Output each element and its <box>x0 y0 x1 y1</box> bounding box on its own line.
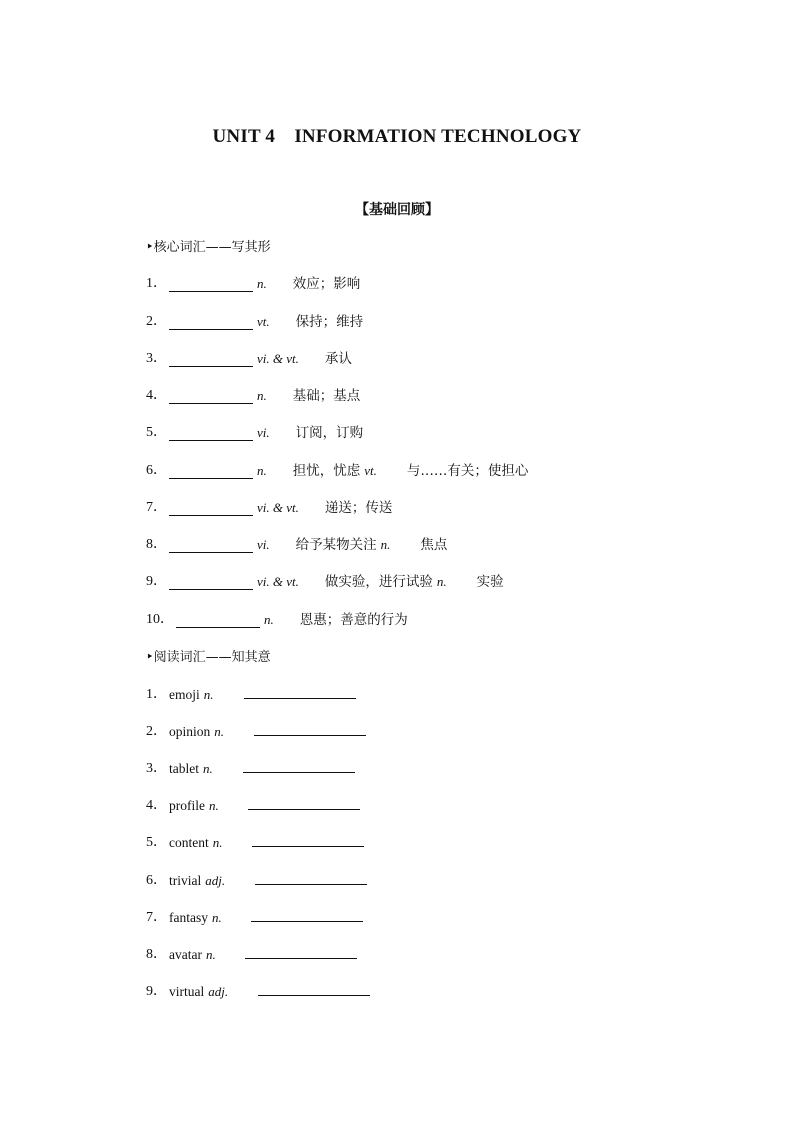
reading-vocab-item <box>146 906 386 926</box>
chinese-meaning: 焦点 <box>420 537 448 553</box>
chinese-meaning: 恩惠；善意的行为 <box>299 612 408 628</box>
core-vocab-item <box>146 459 528 479</box>
chinese-meaning: 基础；基点 <box>292 388 361 404</box>
vocab-word: emoji <box>169 687 200 702</box>
answer-blank[interactable] <box>252 832 364 847</box>
page-title: UNIT 4 INFORMATION TECHNOLOGY <box>212 126 582 147</box>
part-of-speech: n. <box>257 388 267 403</box>
answer-blank[interactable] <box>176 613 260 628</box>
reading-vocab-item <box>146 720 386 740</box>
part-of-speech: n. <box>436 574 447 589</box>
chinese-meaning: 给予某物关注 <box>295 537 377 553</box>
item-number: 7． <box>146 910 167 925</box>
item-number: 8． <box>146 947 167 962</box>
answer-blank[interactable] <box>248 795 360 810</box>
vocab-word: avatar <box>169 947 202 962</box>
item-number: 9． <box>146 574 167 589</box>
item-number: 1． <box>146 276 167 291</box>
part-of-speech: n. <box>380 537 391 552</box>
chinese-meaning: 保持；维持 <box>295 314 364 330</box>
item-number: 2． <box>146 314 167 329</box>
answer-blank[interactable] <box>245 944 357 959</box>
part-of-speech: vt. <box>364 463 377 478</box>
core-vocab-item <box>146 421 363 441</box>
chinese-meaning: 做实验，进行试验 <box>324 574 433 590</box>
core-vocab-item <box>146 347 352 367</box>
answer-blank[interactable] <box>258 981 370 996</box>
item-number: 4． <box>146 798 167 813</box>
part-of-speech: n. <box>257 276 267 291</box>
chinese-meaning: 承认 <box>324 351 352 367</box>
vocab-word: virtual <box>169 984 205 999</box>
part-of-speech: vt. <box>257 314 270 329</box>
chinese-meaning: 订阅，订购 <box>295 425 364 441</box>
part-of-speech: n. <box>214 724 225 739</box>
item-number: 3． <box>146 351 167 366</box>
chinese-meaning: 实验 <box>476 574 504 590</box>
part-of-speech: n. <box>212 835 223 850</box>
section-heading-reading-vocab: ‣阅读词汇——知其意 <box>146 650 271 665</box>
item-number: 5． <box>146 835 167 850</box>
part-of-speech: n. <box>211 910 222 925</box>
part-of-speech: adj. <box>205 873 226 888</box>
part-of-speech: vi. & vt. <box>257 351 299 366</box>
part-of-speech: vi. & vt. <box>257 574 299 589</box>
vocab-word: tablet <box>169 761 199 776</box>
item-number: 8． <box>146 537 167 552</box>
core-vocab-item <box>146 310 363 330</box>
part-of-speech: vi. & vt. <box>257 500 299 515</box>
answer-blank[interactable] <box>169 426 253 441</box>
answer-blank[interactable] <box>255 870 367 885</box>
vocab-word: fantasy <box>169 910 208 925</box>
core-vocab-item <box>146 608 408 628</box>
item-number: 2． <box>146 724 167 739</box>
core-vocab-item <box>146 570 504 590</box>
core-vocab-item <box>146 384 360 404</box>
part-of-speech: n. <box>205 947 216 962</box>
vocab-word: trivial <box>169 873 202 888</box>
answer-blank[interactable] <box>254 721 366 736</box>
chinese-meaning: 效应；影响 <box>292 276 361 292</box>
chinese-meaning: 与……有关；使担心 <box>406 463 529 479</box>
answer-blank[interactable] <box>251 907 363 922</box>
chinese-meaning: 担忧，忧虑 <box>292 463 361 479</box>
answer-blank[interactable] <box>169 277 253 292</box>
answer-blank[interactable] <box>169 501 253 516</box>
part-of-speech: vi. <box>257 537 270 552</box>
part-of-speech: n. <box>203 761 213 776</box>
item-number: 3． <box>146 761 167 776</box>
part-of-speech: adj. <box>208 984 229 999</box>
answer-blank[interactable] <box>244 684 356 699</box>
core-vocab-item <box>146 496 392 516</box>
reading-vocab-item <box>146 757 386 777</box>
chinese-meaning: 递送；传送 <box>324 500 393 516</box>
part-of-speech: n. <box>257 463 267 478</box>
part-of-speech: n. <box>209 798 219 813</box>
answer-blank[interactable] <box>243 758 355 773</box>
answer-blank[interactable] <box>169 389 253 404</box>
vocab-word: content <box>169 835 209 850</box>
part-of-speech: n. <box>203 687 214 702</box>
vocab-word: opinion <box>169 724 211 739</box>
reading-vocab-item <box>146 943 386 963</box>
part-of-speech: vi. <box>257 425 270 440</box>
item-number: 4． <box>146 388 167 403</box>
core-vocab-item <box>146 533 447 553</box>
reading-vocab-item <box>146 869 386 889</box>
item-number: 9． <box>146 984 167 999</box>
item-number: 1． <box>146 687 167 702</box>
vocab-word: profile <box>169 798 205 813</box>
answer-blank[interactable] <box>169 575 253 590</box>
item-number: 6． <box>146 873 167 888</box>
core-vocab-item <box>146 272 360 292</box>
item-number: 7． <box>146 500 167 515</box>
reading-vocab-item <box>146 980 386 1000</box>
reading-vocab-item <box>146 683 386 703</box>
reading-vocab-item <box>146 831 386 851</box>
section-heading-core-vocab: ‣核心词汇——写其形 <box>146 240 271 255</box>
part-of-speech: n. <box>264 612 274 627</box>
item-number: 6． <box>146 463 167 478</box>
item-number: 5． <box>146 425 167 440</box>
item-number: 10． <box>146 612 174 627</box>
answer-blank[interactable] <box>169 464 253 479</box>
answer-blank[interactable] <box>169 352 253 367</box>
section-subtitle: 【基础回顾】 <box>355 202 439 218</box>
reading-vocab-item <box>146 794 386 814</box>
answer-blank[interactable] <box>169 315 253 330</box>
answer-blank[interactable] <box>169 538 253 553</box>
